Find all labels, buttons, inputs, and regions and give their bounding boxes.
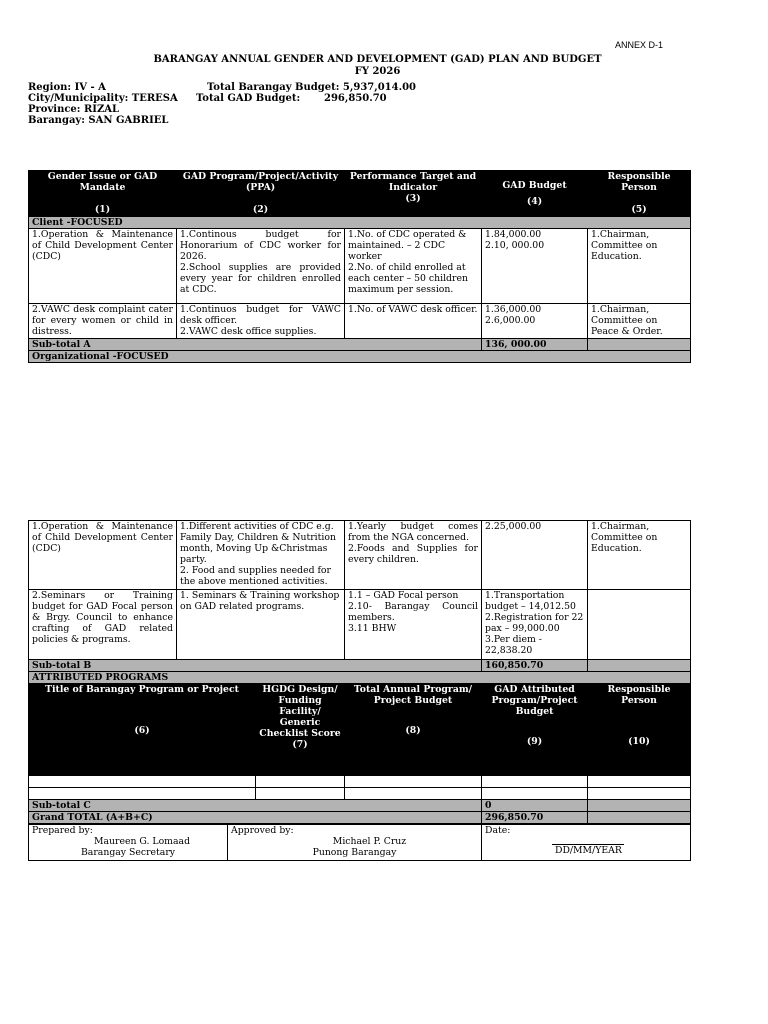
attributed-header-row: [29, 684, 691, 776]
table-row: [29, 776, 691, 788]
header-gad-attributed-budget: GAD Attributed Program/Project Budget (9): [482, 684, 588, 776]
target-cell: 1.No. of VAWC desk officer.: [345, 304, 482, 339]
signature-block: [28, 824, 691, 861]
approved-by-cell: [228, 825, 482, 861]
table-row: [29, 304, 691, 339]
gender-issue-cell: 1.Operation & Maintenance of Child Development Center (CDC): [29, 521, 177, 590]
header-hgdg-score: HGDG Design/ Funding Facility/ Generic Checklist Score (7): [256, 684, 345, 776]
section-row-attributed-programs: ATTRIBUTED PROGRAMS: [29, 672, 691, 684]
section-row-organizational-focused: Organizational -FOCUSED: [29, 351, 691, 363]
table-row: [29, 788, 691, 800]
subtotal-c-row: Sub-total C 0: [29, 800, 691, 812]
ppa-cell: 1.Continous budget for Honorarium of CDC worker for 2026. 2.School supplies are provided every year for children enrolled at CDC.: [177, 229, 345, 304]
table-row: [29, 590, 691, 660]
ppa-cell: 1. Seminars & Training workshop on GAD related programs.: [177, 590, 345, 660]
attributed-programs-table: [28, 683, 691, 824]
date-label: Date:: [485, 825, 511, 836]
approved-by-name: Michael P. Cruz: [332, 836, 407, 847]
header-performance-target: Performance Target and Indicator (3): [345, 171, 482, 217]
target-cell: 1.No. of CDC operated & maintained. – 2 CDC worker 2.No. of child enrolled at each center – 50 children maximum per session.: [345, 229, 482, 304]
city-label: City/Municipality: TERESA: [28, 93, 178, 104]
responsible-person-cell: [588, 590, 691, 660]
gender-issue-cell: 2.VAWC desk complaint cater for every women or child in distress.: [29, 304, 177, 339]
prepared-by-cell: [29, 825, 228, 861]
gender-issue-cell: 2.Seminars or Training budget for GAD Focal person & Brgy. Council to enhance crafting of GAD related policies & programs.: [29, 590, 177, 660]
total-barangay-budget: Total Barangay Budget: 5,937,014.00: [207, 82, 416, 93]
header-attr-responsible-person: Responsible Person (10): [588, 684, 691, 776]
table-header-row: [29, 171, 691, 217]
section-row-client-focused: Client -FOCUSED: [29, 217, 691, 229]
gad-plan-table-client: [28, 170, 691, 363]
header-gad-budget: GAD Budget (4): [482, 171, 588, 217]
title-line-2: FY 2026: [354, 66, 401, 77]
gad-plan-table-organizational: [28, 520, 691, 684]
subtotal-b-row: Sub-total B 160,850.70: [29, 660, 691, 672]
barangay-label: Barangay: SAN GABRIEL: [28, 115, 169, 126]
total-gad-budget-value: 296,850.70: [324, 93, 387, 104]
annex-label: ANNEX D-1: [614, 40, 663, 50]
target-cell: 1.1 – GAD Focal person 2.10- Barangay Council members. 3.11 BHW: [345, 590, 482, 660]
approved-by-label: Approved by:: [231, 825, 294, 836]
responsible-person-cell: 1.Chairman, Committee on Education.: [588, 521, 691, 590]
ppa-cell: 1.Continuos budget for VAWC desk officer. 2.VAWC desk office supplies.: [177, 304, 345, 339]
budget-cell: 1.36,000.00 2.6,000.00: [482, 304, 588, 339]
ppa-cell: 1.Different activities of CDC e.g. Family Day, Children & Nutrition month, Moving Up &Christmas party. 2. Food and supplies needed for the above mentioned activities.: [177, 521, 345, 590]
date-cell: [482, 825, 691, 861]
budget-cell: 1.Transportation budget – 14,012.50 2.Registration for 22 pax – 99,000.00 3.Per diem - 22,838.20: [482, 590, 588, 660]
target-cell: 1.Yearly budget comes from the NGA concerned. 2.Foods and Supplies for every children.: [345, 521, 482, 590]
document-title: [0, 54, 755, 78]
header-responsible-person: Responsible Person (5): [588, 171, 691, 217]
grand-total-row: Grand TOTAL (A+B+C) 296,850.70: [29, 812, 691, 824]
header-gender-issue: Gender Issue or GAD Mandate (1): [29, 171, 177, 217]
total-gad-budget-label: Total GAD Budget:: [196, 93, 301, 104]
header-program-title: Title of Barangay Program or Project (6): [29, 684, 256, 776]
prepared-by-title: Barangay Secretary: [80, 847, 176, 858]
subtotal-a-row: Sub-total A 136, 000.00: [29, 339, 691, 351]
budget-cell: 1.84,000.00 2.10, 000.00: [482, 229, 588, 304]
date-format: DD/MM/YEAR: [555, 845, 622, 856]
header-ppa: GAD Program/Project/Activity (PPA) (2): [177, 171, 345, 217]
header-total-annual-budget: Total Annual Program/ Project Budget (8): [345, 684, 482, 776]
table-row: [29, 229, 691, 304]
approved-by-title: Punong Barangay: [312, 847, 397, 858]
responsible-person-cell: 1.Chairman, Committee on Peace & Order.: [588, 304, 691, 339]
table-row: [29, 521, 691, 590]
region-label: Region: IV - A: [28, 82, 106, 93]
prepared-by-name: Maureen G. Lomaad: [93, 836, 191, 847]
province-label: Province: RIZAL: [28, 104, 120, 115]
title-line-1: BARANGAY ANNUAL GENDER AND DEVELOPMENT (GAD) PLAN AND BUDGET: [153, 54, 602, 65]
budget-cell: 2.25,000.00: [482, 521, 588, 590]
gender-issue-cell: 1.Operation & Maintenance of Child Development Center (CDC): [29, 229, 177, 304]
responsible-person-cell: 1.Chairman, Committee on Education.: [588, 229, 691, 304]
prepared-by-label: Prepared by:: [32, 825, 93, 836]
